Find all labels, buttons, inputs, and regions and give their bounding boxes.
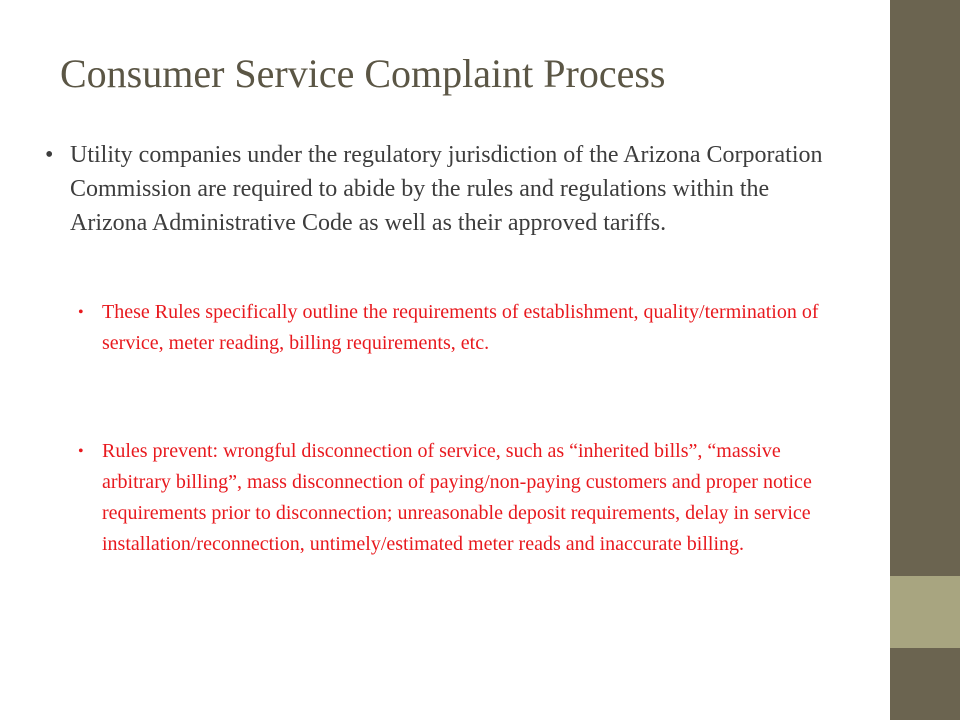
sub-bullet-rules-outline (78, 297, 828, 359)
main-bullet (45, 138, 825, 240)
side-bar-top-decoration (890, 0, 960, 576)
sub-bullet-text: These Rules specifically outline the requirements of establishment, quality/termination of service, meter reading, billing requirements, etc. (102, 301, 819, 354)
main-bullet-text: Utility companies under the regulatory jurisdiction of the Arizona Corporation Commission are required to abide by the rules and regulations within the Arizona Administrative Code as well as their approved tariffs. (70, 142, 823, 236)
sub-bullet-marker: • (78, 304, 84, 321)
sub-bullet-marker: • (78, 443, 84, 460)
sub-bullet-text: Rules prevent: wrongful disconnection of service, such as “inherited bills”, “massive arbitrary billing”, mass disconnection of paying/non-paying customers and proper notice requirements prior to disconnection; unreasonable deposit requirements, delay in service installation/reconnection, untimely/estimated meter reads and inaccurate billing. (102, 440, 812, 555)
side-bar-mid-decoration (890, 576, 960, 648)
sub-bullet-rules-prevent (78, 436, 828, 560)
bullet-marker: • (45, 142, 54, 168)
slide-title: Consumer Service Complaint Process (60, 51, 666, 96)
side-bar-bottom-decoration (890, 648, 960, 720)
